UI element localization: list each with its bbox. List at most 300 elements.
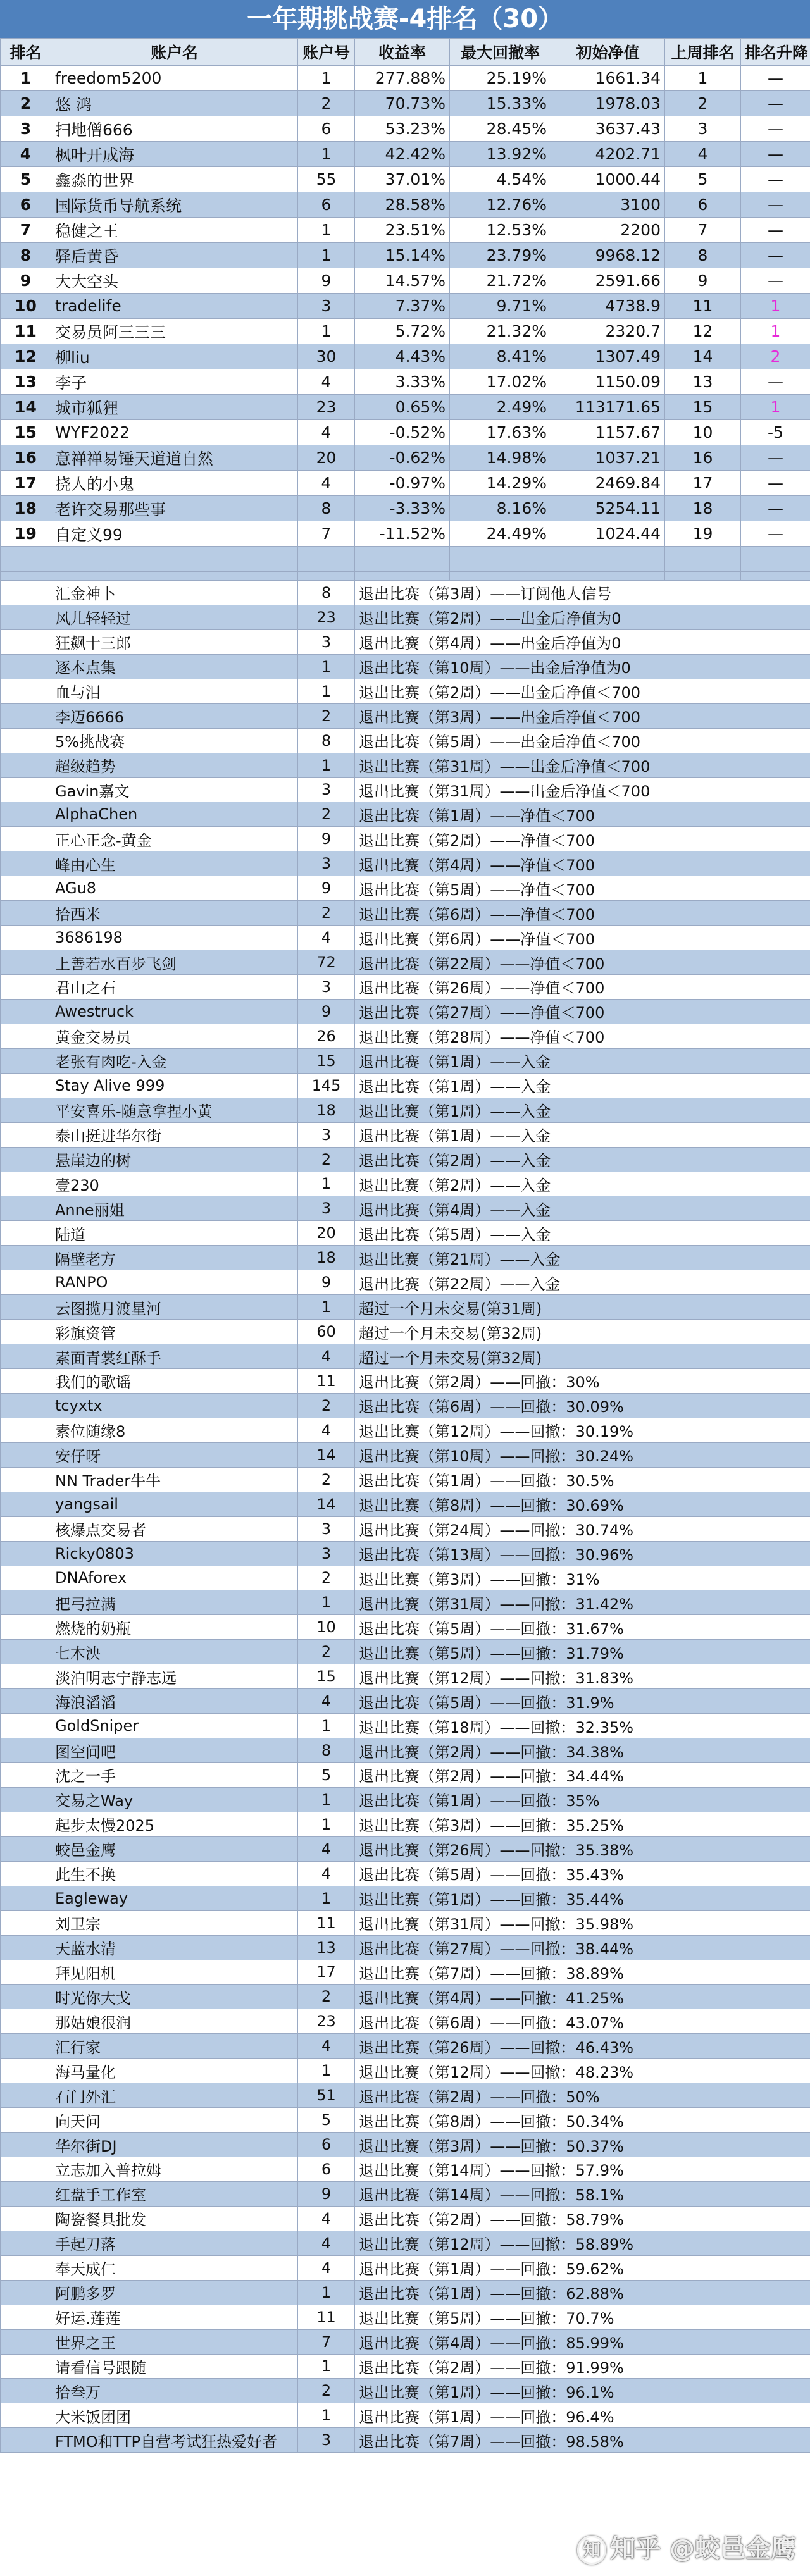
- ranking-row: [1, 66, 810, 91]
- empty-rank-cell: [1, 2255, 51, 2280]
- exit-row: [1, 1516, 810, 1541]
- exit-note-cell: 退出比赛（第14周）——回撤：57.9%: [355, 2157, 810, 2182]
- empty-rank-cell: [1, 2379, 51, 2403]
- exit-row: [1, 1541, 810, 1566]
- exit-note-cell: 退出比赛（第3周）——回撤：35.25%: [355, 1812, 810, 1836]
- account-number-cell: 15: [298, 1048, 355, 1073]
- empty-rank-cell: [1, 1098, 51, 1122]
- exit-note-cell: 退出比赛（第31周）——出金后净值＜700: [355, 777, 810, 802]
- empty-rank-cell: [1, 1196, 51, 1221]
- account-number-cell: 4: [298, 471, 355, 496]
- account-name-cell: 李子: [51, 369, 298, 395]
- empty-rank-cell: [1, 654, 51, 679]
- account-number-cell: 11: [298, 1369, 355, 1394]
- exit-note-cell: 退出比赛（第12周）——回撤：58.89%: [355, 2231, 810, 2255]
- account-name-cell: 逐本点集: [51, 654, 298, 679]
- exit-note-cell: 退出比赛（第2周）——入金: [355, 1172, 810, 1196]
- account-name-cell: 泰山挺进华尔街: [51, 1122, 298, 1147]
- account-name-cell: 鑫淼的世界: [51, 167, 298, 192]
- exit-note-cell: 退出比赛（第18周）——回撤：32.35%: [355, 1714, 810, 1738]
- rank-cell: 19: [1, 521, 51, 547]
- return-rate-cell: 70.73%: [355, 91, 450, 116]
- rank-change-cell: 2: [741, 344, 810, 369]
- empty-cell: [298, 547, 355, 572]
- rank-cell: 13: [1, 369, 51, 395]
- exit-row: [1, 2108, 810, 2133]
- account-name-cell: yangsail: [51, 1492, 298, 1516]
- ranking-row: [1, 445, 810, 471]
- empty-cell: [51, 547, 298, 572]
- account-name-cell: Eagleway: [51, 1886, 298, 1910]
- exit-row: [1, 1787, 810, 1812]
- exit-note-cell: 退出比赛（第5周）——入金: [355, 1221, 810, 1246]
- ranking-row: [1, 142, 810, 167]
- last-week-rank-cell: 16: [665, 445, 741, 471]
- return-rate-cell: 5.72%: [355, 319, 450, 344]
- empty-rank-cell: [1, 728, 51, 753]
- account-number-cell: 9: [298, 1270, 355, 1295]
- account-number-cell: 1: [298, 142, 355, 167]
- account-number-cell: 3: [298, 1541, 355, 1566]
- empty-rank-cell: [1, 2059, 51, 2083]
- exit-note-cell: 退出比赛（第8周）——回撤：50.34%: [355, 2108, 810, 2133]
- exit-note-cell: 超过一个月未交易(第32周): [355, 1320, 810, 1344]
- account-number-cell: 4: [298, 926, 355, 950]
- empty-rank-cell: [1, 1147, 51, 1172]
- account-number-cell: 2: [298, 2379, 355, 2403]
- exit-note-cell: 退出比赛（第5周）——回撤：35.43%: [355, 1861, 810, 1886]
- exit-row: [1, 1812, 810, 1836]
- empty-rank-cell: [1, 777, 51, 802]
- account-name-cell: NN Trader牛牛: [51, 1467, 298, 1492]
- rank-change-cell: —: [741, 471, 810, 496]
- account-number-cell: 18: [298, 1098, 355, 1122]
- account-number-cell: 4: [298, 420, 355, 445]
- exit-row: [1, 703, 810, 728]
- return-rate-cell: -0.62%: [355, 445, 450, 471]
- exit-row: [1, 1098, 810, 1122]
- exit-row: [1, 2133, 810, 2157]
- account-number-cell: 2: [298, 91, 355, 116]
- exit-row: [1, 975, 810, 1000]
- account-number-cell: 1: [298, 1590, 355, 1615]
- empty-rank-cell: [1, 1122, 51, 1147]
- exit-note-cell: 退出比赛（第6周）——净值＜700: [355, 926, 810, 950]
- exit-row: [1, 1960, 810, 1985]
- account-name-cell: 素面青裳红酥手: [51, 1344, 298, 1369]
- exit-row: [1, 851, 810, 876]
- exit-note-cell: 退出比赛（第1周）——入金: [355, 1073, 810, 1098]
- empty-rank-cell: [1, 975, 51, 1000]
- exit-note-cell: 退出比赛（第4周）——入金: [355, 1196, 810, 1221]
- exit-row: [1, 1073, 810, 1098]
- ranking-row: [1, 91, 810, 116]
- exit-note-cell: 退出比赛（第22周）——净值＜700: [355, 950, 810, 975]
- exit-row: [1, 876, 810, 901]
- exit-row: [1, 926, 810, 950]
- account-name-cell: 天蓝水清: [51, 1935, 298, 1960]
- exit-row: [1, 2379, 810, 2403]
- account-number-cell: 2: [298, 901, 355, 926]
- col-header-name: 账户名: [51, 39, 298, 66]
- max-drawdown-cell: 25.19%: [450, 66, 551, 91]
- account-name-cell: 驿后黄昏: [51, 243, 298, 268]
- exit-note-cell: 退出比赛（第2周）——回撤：30%: [355, 1369, 810, 1394]
- exit-row: [1, 2329, 810, 2354]
- exit-row: [1, 2305, 810, 2329]
- empty-rank-cell: [1, 1393, 51, 1418]
- account-number-cell: 3: [298, 851, 355, 876]
- account-number-cell: 5: [298, 1763, 355, 1788]
- account-number-cell: 3: [298, 629, 355, 654]
- account-name-cell: 石门外汇: [51, 2083, 298, 2108]
- account-name-cell: 刘卫宗: [51, 1910, 298, 1935]
- exit-row: [1, 1024, 810, 1048]
- exit-note-cell: 退出比赛（第1周）——回撤：96.4%: [355, 2403, 810, 2428]
- rank-cell: 6: [1, 192, 51, 218]
- initial-value-cell: 2200: [551, 218, 665, 243]
- return-rate-cell: 4.43%: [355, 344, 450, 369]
- rank-cell: 3: [1, 116, 51, 142]
- account-name-cell: 汇行家: [51, 2034, 298, 2059]
- account-number-cell: 1: [298, 1787, 355, 1812]
- account-name-cell: 大米饭团团: [51, 2403, 298, 2428]
- account-number-cell: 10: [298, 1615, 355, 1640]
- account-number-cell: 1: [298, 243, 355, 268]
- watermark: [577, 2529, 796, 2565]
- account-name-cell: DNAforex: [51, 1566, 298, 1590]
- account-name-cell: 请看信号跟随: [51, 2354, 298, 2379]
- zhihu-logo-icon: 知: [577, 2536, 606, 2565]
- account-name-cell: 扫地僧666: [51, 116, 298, 142]
- last-week-rank-cell: 3: [665, 116, 741, 142]
- exit-note-cell: 退出比赛（第3周）——订阅他人信号: [355, 581, 810, 605]
- account-number-cell: 4: [298, 1418, 355, 1442]
- max-drawdown-cell: 9.71%: [450, 294, 551, 319]
- account-name-cell: 拜见阳机: [51, 1960, 298, 1985]
- exit-row: [1, 679, 810, 703]
- account-name-cell: 拾叁万: [51, 2379, 298, 2403]
- account-name-cell: 向天问: [51, 2108, 298, 2133]
- exit-row: [1, 1714, 810, 1738]
- empty-rank-cell: [1, 1714, 51, 1738]
- exit-note-cell: 退出比赛（第7周）——回撤：98.58%: [355, 2428, 810, 2453]
- empty-rank-cell: [1, 1492, 51, 1516]
- empty-rank-cell: [1, 1836, 51, 1861]
- exit-note-cell: 退出比赛（第2周）——回撤：50%: [355, 2083, 810, 2108]
- account-name-cell: FTMO和TTP自营考试狂热爱好者: [51, 2428, 298, 2453]
- account-number-cell: 9: [298, 827, 355, 851]
- empty-rank-cell: [1, 2181, 51, 2206]
- exit-note-cell: 退出比赛（第12周）——回撤：31.83%: [355, 1664, 810, 1689]
- account-name-cell: 立志加入普拉姆: [51, 2157, 298, 2182]
- ranking-table: [0, 38, 810, 597]
- exit-note-cell: 退出比赛（第5周）——回撤：70.7%: [355, 2305, 810, 2329]
- exit-row: [1, 802, 810, 827]
- last-week-rank-cell: 10: [665, 420, 741, 445]
- account-name-cell: 图空间吧: [51, 1738, 298, 1763]
- col-header-change: 排名升降: [741, 39, 810, 66]
- exit-row: [1, 1886, 810, 1910]
- max-drawdown-cell: 4.54%: [450, 167, 551, 192]
- exit-note-cell: 退出比赛（第2周）——回撤：34.44%: [355, 1763, 810, 1788]
- exit-note-cell: 退出比赛（第1周）——回撤：96.1%: [355, 2379, 810, 2403]
- exit-row: [1, 1492, 810, 1516]
- exit-note-cell: 退出比赛（第26周）——净值＜700: [355, 975, 810, 1000]
- empty-rank-cell: [1, 999, 51, 1024]
- account-name-cell: 交易员阿三三三: [51, 319, 298, 344]
- empty-rank-cell: [1, 1763, 51, 1788]
- account-number-cell: 72: [298, 950, 355, 975]
- initial-value-cell: 1307.49: [551, 344, 665, 369]
- ranking-row: [1, 192, 810, 218]
- exit-row: [1, 1369, 810, 1394]
- empty-rank-cell: [1, 2280, 51, 2305]
- page-title: 一年期挑战赛-4排名（30）: [0, 0, 810, 38]
- account-name-cell: 隔壁老方: [51, 1246, 298, 1270]
- exit-row: [1, 581, 810, 605]
- initial-value-cell: 9968.12: [551, 243, 665, 268]
- empty-rank-cell: [1, 802, 51, 827]
- account-number-cell: 1: [298, 1295, 355, 1320]
- account-number-cell: 2: [298, 1985, 355, 2009]
- account-number-cell: 1: [298, 2280, 355, 2305]
- account-name-cell: tcyxtx: [51, 1393, 298, 1418]
- account-number-cell: 26: [298, 1024, 355, 1048]
- account-name-cell: 核爆点交易者: [51, 1516, 298, 1541]
- max-drawdown-cell: 21.32%: [450, 319, 551, 344]
- empty-rank-cell: [1, 851, 51, 876]
- exit-note-cell: 超过一个月未交易(第31周): [355, 1295, 810, 1320]
- account-name-cell: Ricky0803: [51, 1541, 298, 1566]
- account-name-cell: Gavin嘉文: [51, 777, 298, 802]
- empty-cell: [450, 547, 551, 572]
- account-number-cell: 3: [298, 1196, 355, 1221]
- initial-value-cell: 3637.43: [551, 116, 665, 142]
- account-name-cell: 七木泱: [51, 1640, 298, 1664]
- return-rate-cell: 15.14%: [355, 243, 450, 268]
- empty-rank-cell: [1, 926, 51, 950]
- return-rate-cell: 23.51%: [355, 218, 450, 243]
- account-number-cell: 1: [298, 218, 355, 243]
- account-number-cell: 8: [298, 1738, 355, 1763]
- exit-note-cell: 退出比赛（第10周）——回撤：30.24%: [355, 1442, 810, 1467]
- account-name-cell: 大大空头: [51, 268, 298, 294]
- account-number-cell: 2: [298, 1467, 355, 1492]
- return-rate-cell: 0.65%: [355, 395, 450, 420]
- empty-rank-cell: [1, 1467, 51, 1492]
- empty-rank-cell: [1, 1960, 51, 1985]
- exit-note-cell: 退出比赛（第1周）——入金: [355, 1122, 810, 1147]
- exit-note-cell: 退出比赛（第1周）——入金: [355, 1048, 810, 1073]
- empty-rank-cell: [1, 2133, 51, 2157]
- account-number-cell: 1: [298, 319, 355, 344]
- account-name-cell: Awestruck: [51, 999, 298, 1024]
- max-drawdown-cell: 13.92%: [450, 142, 551, 167]
- account-number-cell: 6: [298, 192, 355, 218]
- last-week-rank-cell: 12: [665, 319, 741, 344]
- ranking-row: [1, 167, 810, 192]
- account-name-cell: 那姑娘很润: [51, 2009, 298, 2034]
- empty-rank-cell: [1, 2329, 51, 2354]
- ranking-row: [1, 218, 810, 243]
- account-name-cell: 老张有肉吃-入金: [51, 1048, 298, 1073]
- account-name-cell: 君山之石: [51, 975, 298, 1000]
- rank-change-cell: 1: [741, 319, 810, 344]
- account-name-cell: 5%挑战赛: [51, 728, 298, 753]
- exit-note-cell: 退出比赛（第1周）——回撤：30.5%: [355, 1467, 810, 1492]
- account-name-cell: 陆道: [51, 1221, 298, 1246]
- account-name-cell: 自定义99: [51, 521, 298, 547]
- exit-note-cell: 退出比赛（第2周）——出金后净值为0: [355, 605, 810, 629]
- rank-cell: 2: [1, 91, 51, 116]
- account-number-cell: 1: [298, 2059, 355, 2083]
- exit-note-cell: 退出比赛（第4周）——净值＜700: [355, 851, 810, 876]
- account-number-cell: 4: [298, 1344, 355, 1369]
- empty-rank-cell: [1, 2157, 51, 2182]
- rank-change-cell: 1: [741, 294, 810, 319]
- exit-row: [1, 950, 810, 975]
- empty-rank-cell: [1, 1640, 51, 1664]
- account-name-cell: 正心正念-黄金: [51, 827, 298, 851]
- return-rate-cell: 28.58%: [355, 192, 450, 218]
- account-number-cell: 2: [298, 1147, 355, 1172]
- account-name-cell: 云图揽月渡星河: [51, 1295, 298, 1320]
- account-number-cell: 3: [298, 2428, 355, 2453]
- return-rate-cell: -3.33%: [355, 496, 450, 521]
- account-number-cell: 3: [298, 294, 355, 319]
- empty-rank-cell: [1, 1615, 51, 1640]
- last-week-rank-cell: 2: [665, 91, 741, 116]
- empty-rank-cell: [1, 1738, 51, 1763]
- col-header-drawdown: 最大回撤率: [450, 39, 551, 66]
- account-number-cell: 4: [298, 1836, 355, 1861]
- account-number-cell: 13: [298, 1935, 355, 1960]
- account-number-cell: 18: [298, 1246, 355, 1270]
- account-name-cell: 血与泪: [51, 679, 298, 703]
- empty-rank-cell: [1, 876, 51, 901]
- account-number-cell: 1: [298, 753, 355, 777]
- exit-row: [1, 1344, 810, 1369]
- account-name-cell: 安仔呀: [51, 1442, 298, 1467]
- exit-row: [1, 1467, 810, 1492]
- exit-note-cell: 退出比赛（第12周）——回撤：48.23%: [355, 2059, 810, 2083]
- account-number-cell: 7: [298, 2329, 355, 2354]
- empty-rank-cell: [1, 1221, 51, 1246]
- exit-note-cell: 退出比赛（第26周）——回撤：46.43%: [355, 2034, 810, 2059]
- return-rate-cell: 42.42%: [355, 142, 450, 167]
- account-name-cell: 汇金神卜: [51, 581, 298, 605]
- account-name-cell: 3686198: [51, 926, 298, 950]
- last-week-rank-cell: 1: [665, 66, 741, 91]
- account-number-cell: 6: [298, 116, 355, 142]
- account-number-cell: 1: [298, 1714, 355, 1738]
- account-name-cell: 素位随缘8: [51, 1418, 298, 1442]
- exit-note-cell: 退出比赛（第14周）——回撤：58.1%: [355, 2181, 810, 2206]
- empty-rank-cell: [1, 581, 51, 605]
- exit-row: [1, 753, 810, 777]
- empty-rank-cell: [1, 1024, 51, 1048]
- empty-rank-cell: [1, 1886, 51, 1910]
- account-name-cell: 陶瓷餐具批发: [51, 2206, 298, 2231]
- exit-row: [1, 1295, 810, 1320]
- exit-row: [1, 605, 810, 629]
- exit-row: [1, 2428, 810, 2453]
- exit-row: [1, 1861, 810, 1886]
- last-week-rank-cell: 9: [665, 268, 741, 294]
- account-number-cell: 9: [298, 268, 355, 294]
- last-week-rank-cell: 17: [665, 471, 741, 496]
- max-drawdown-cell: 12.76%: [450, 192, 551, 218]
- account-number-cell: 20: [298, 1221, 355, 1246]
- account-number-cell: 8: [298, 496, 355, 521]
- rank-cell: 11: [1, 319, 51, 344]
- account-name-cell: 国际货币导航系统: [51, 192, 298, 218]
- account-number-cell: 2: [298, 1640, 355, 1664]
- exit-note-cell: 退出比赛（第1周）——回撤：62.88%: [355, 2280, 810, 2305]
- max-drawdown-cell: 17.02%: [450, 369, 551, 395]
- exit-row: [1, 1590, 810, 1615]
- account-name-cell: 拾西米: [51, 901, 298, 926]
- account-number-cell: 23: [298, 395, 355, 420]
- exit-note-cell: 退出比赛（第31周）——出金后净值＜700: [355, 753, 810, 777]
- account-number-cell: 1: [298, 66, 355, 91]
- account-number-cell: 8: [298, 581, 355, 605]
- initial-value-cell: 5254.11: [551, 496, 665, 521]
- exit-row: [1, 1147, 810, 1172]
- account-number-cell: 60: [298, 1320, 355, 1344]
- exit-row: [1, 2009, 810, 2034]
- exit-note-cell: 退出比赛（第6周）——回撤：30.09%: [355, 1393, 810, 1418]
- col-header-last-week: 上周排名: [665, 39, 741, 66]
- account-number-cell: 4: [298, 1861, 355, 1886]
- empty-cell: [741, 547, 810, 572]
- exit-note-cell: 退出比赛（第4周）——回撤：85.99%: [355, 2329, 810, 2354]
- empty-rank-cell: [1, 2083, 51, 2108]
- account-name-cell: GoldSniper: [51, 1714, 298, 1738]
- exit-table: [0, 580, 810, 2453]
- account-name-cell: 好运.莲莲: [51, 2305, 298, 2329]
- exit-row: [1, 654, 810, 679]
- empty-rank-cell: [1, 2305, 51, 2329]
- last-week-rank-cell: 18: [665, 496, 741, 521]
- exit-note-cell: 超过一个月未交易(第32周): [355, 1344, 810, 1369]
- initial-value-cell: 4738.9: [551, 294, 665, 319]
- max-drawdown-cell: 23.79%: [450, 243, 551, 268]
- return-rate-cell: 7.37%: [355, 294, 450, 319]
- exit-note-cell: 退出比赛（第3周）——出金后净值＜700: [355, 703, 810, 728]
- empty-rank-cell: [1, 901, 51, 926]
- exit-note-cell: 退出比赛（第22周）——入金: [355, 1270, 810, 1295]
- account-name-cell: 城市狐狸: [51, 395, 298, 420]
- exit-row: [1, 777, 810, 802]
- account-name-cell: 老许交易那些事: [51, 496, 298, 521]
- rank-cell: 9: [1, 268, 51, 294]
- account-number-cell: 4: [298, 2206, 355, 2231]
- rank-change-cell: -5: [741, 420, 810, 445]
- rank-change-cell: —: [741, 66, 810, 91]
- empty-rank-cell: [1, 753, 51, 777]
- empty-cell: [1, 547, 51, 572]
- account-name-cell: 淡泊明志宁静志远: [51, 1664, 298, 1689]
- col-header-rank: 排名: [1, 39, 51, 66]
- account-number-cell: 20: [298, 445, 355, 471]
- empty-rank-cell: [1, 1985, 51, 2009]
- exit-row: [1, 2231, 810, 2255]
- exit-row: [1, 827, 810, 851]
- return-rate-cell: -11.52%: [355, 521, 450, 547]
- initial-value-cell: 1024.44: [551, 521, 665, 547]
